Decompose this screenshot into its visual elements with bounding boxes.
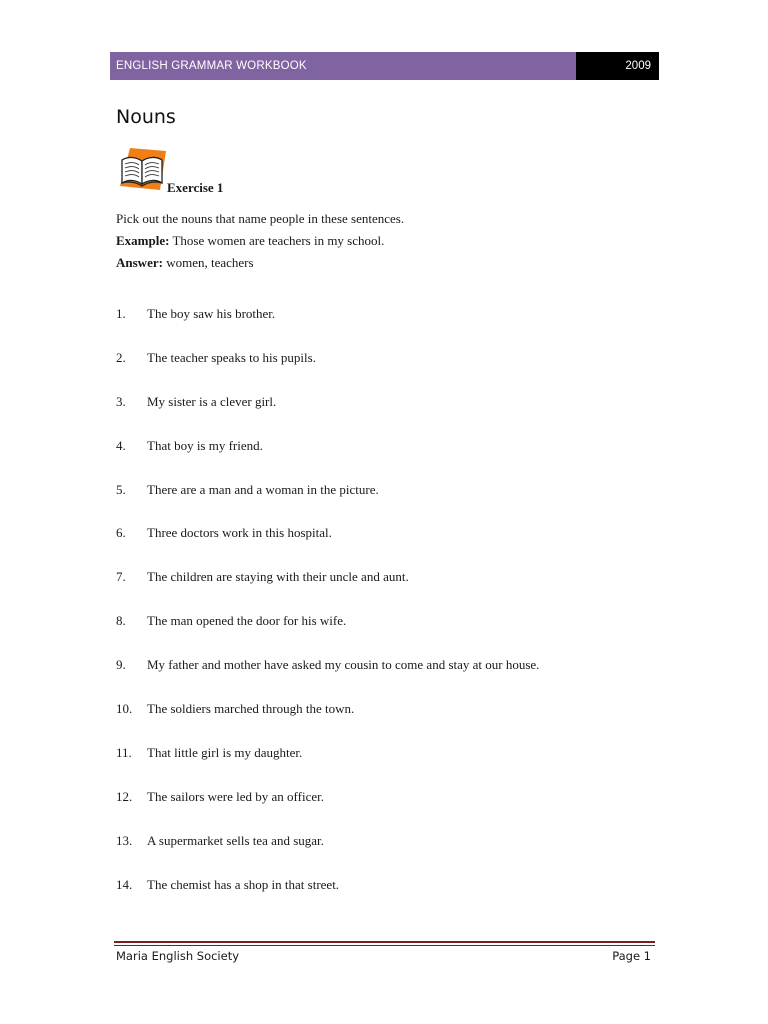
question-number: 5. <box>116 481 126 497</box>
exercise-title: Exercise 1 <box>167 180 224 195</box>
example-line <box>116 230 404 252</box>
question-item <box>116 743 539 787</box>
question-number: 13. <box>116 832 133 848</box>
question-text: That little girl is my daughter. <box>147 744 303 760</box>
question-text: The sailors were led by an officer. <box>147 788 324 804</box>
footer-publisher: Maria English Society <box>116 949 240 963</box>
question-number: 9. <box>116 657 126 673</box>
question-number: 12. <box>116 788 133 804</box>
question-item <box>116 304 539 348</box>
exercise-intro <box>116 208 404 274</box>
answer-label: Answer: <box>116 255 163 270</box>
question-text: The soldiers marched through the town. <box>147 701 355 717</box>
page-number: Page 1 <box>612 949 651 963</box>
question-item <box>116 392 539 436</box>
question-list <box>116 304 539 918</box>
question-item <box>116 831 539 875</box>
question-text: The man opened the door for his wife. <box>147 613 347 629</box>
header-year: 2009 <box>576 52 659 80</box>
question-text: My father and mother have asked my cousin to come and stay at our house. <box>147 657 540 673</box>
question-item <box>116 787 539 831</box>
question-number: 14. <box>116 876 133 892</box>
question-number: 8. <box>116 613 126 629</box>
question-number: 6. <box>116 525 126 541</box>
question-text: My sister is a clever girl. <box>147 393 277 409</box>
question-number: 7. <box>116 569 126 585</box>
question-text: The children are staying with their uncle and aunt. <box>147 569 409 585</box>
question-text: There are a man and a woman in the picture. <box>147 481 379 497</box>
question-item <box>116 436 539 480</box>
question-item <box>116 567 539 611</box>
question-text: The boy saw his brother. <box>147 306 276 321</box>
example-text: Those women are teachers in my school. <box>172 233 385 248</box>
question-item <box>116 875 539 919</box>
answer-text: women, teachers <box>166 255 254 270</box>
header-title: ENGLISH GRAMMAR WORKBOOK <box>110 52 576 80</box>
question-number: 1. <box>116 306 126 321</box>
question-item <box>116 611 539 655</box>
example-label: Example: <box>116 233 170 248</box>
question-number: 10. <box>116 701 133 717</box>
question-text: A supermarket sells tea and sugar. <box>147 832 324 848</box>
question-text: The chemist has a shop in that street. <box>147 876 340 892</box>
question-text: Three doctors work in this hospital. <box>147 525 332 541</box>
question-number: 11. <box>116 744 132 760</box>
open-book-icon <box>116 146 168 194</box>
footer-rule-thin <box>114 945 655 946</box>
question-item <box>116 699 539 743</box>
exercise-instruction: Pick out the nouns that name people in these sentences. <box>116 211 405 226</box>
question-item <box>116 523 539 567</box>
footer-rule <box>114 941 655 943</box>
question-text: That boy is my friend. <box>147 437 263 453</box>
answer-line <box>116 252 404 274</box>
question-text: The teacher speaks to his pupils. <box>147 349 316 365</box>
page-title: Nouns <box>116 106 176 128</box>
question-item <box>116 480 539 524</box>
question-number: 4. <box>116 437 126 453</box>
header-bar <box>110 52 659 80</box>
question-number: 2. <box>116 349 126 365</box>
question-item <box>116 348 539 392</box>
question-number: 3. <box>116 393 126 409</box>
question-item <box>116 655 539 699</box>
